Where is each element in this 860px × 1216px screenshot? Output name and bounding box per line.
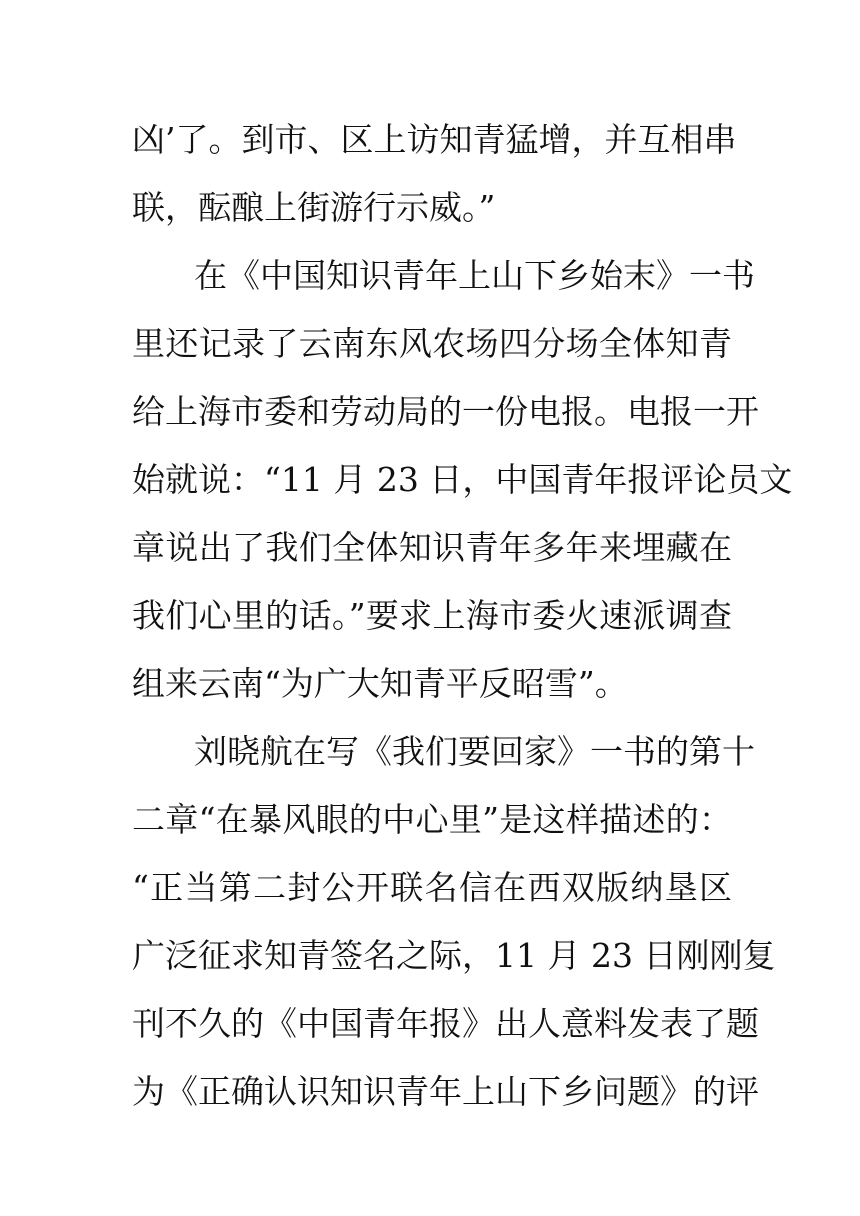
text-line: “正当第二封公开联名信在西双版纳垦区: [132, 868, 732, 907]
text-line: 始就说：“11 月 23 日，中国青年报评论员文: [132, 460, 793, 499]
body-text: [132, 106, 793, 1126]
text-line: 刘晓航在写《我们要回家》一书的第十: [194, 732, 755, 771]
text-line: 二章“在暴风眼的中心里”是这样描述的：: [132, 800, 732, 839]
text-line: 里还记录了云南东风农场四分场全体知青: [132, 324, 732, 363]
text-line: 广泛征求知青签名之际，11 月 23 日刚刚复: [132, 936, 776, 975]
text-line: 组来云南“为广大知青平反昭雪”。: [132, 664, 628, 703]
text-line: 在《中国知识青年上山下乡始末》一书: [194, 256, 755, 295]
text-line: 为《正确认识知识青年上山下乡问题》的评: [132, 1072, 759, 1111]
text-line: 给上海市委和劳动局的一份电报。电报一开: [132, 392, 759, 431]
text-line: 凶’了。到市、区上访知青猛增，并互相串: [132, 120, 737, 159]
text-line: 章说出了我们全体知识青年多年来埋藏在: [132, 528, 732, 567]
text-line: 刊不久的《中国青年报》出人意料发表了题: [132, 1004, 759, 1043]
text-line: 我们心里的话。”要求上海市委火速派调查: [132, 596, 732, 635]
text-line: 联，酝酿上街游行示威。”: [132, 188, 496, 227]
